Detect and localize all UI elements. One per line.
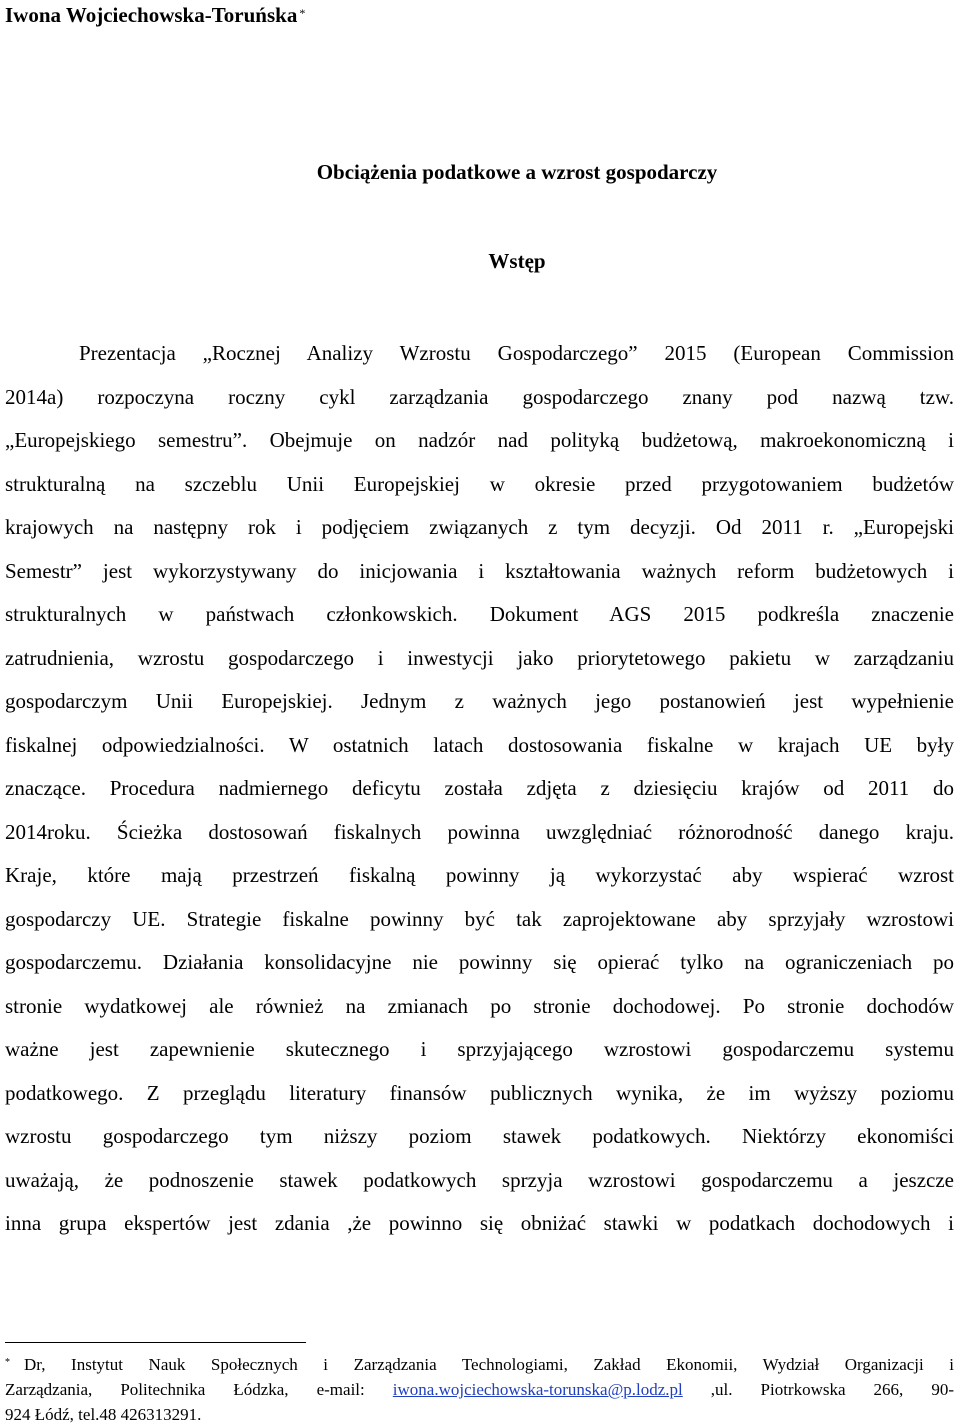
paragraph-line: zatrudnienia, wzrostu gospodarczego i inwestycji jako priorytetowego pakietu w zarządzaniu bbox=[5, 645, 954, 670]
paragraph-line: strukturalną na szczeblu Unii Europejskiej w okresie przed przygotowaniem budżetów bbox=[5, 471, 954, 496]
paragraph-line: znaczące. Procedura nadmiernego deficytu została zdjęta z dziesięciu krajów od 2011 do bbox=[5, 776, 954, 800]
footnote-line: 924 Łódź, tel.48 426313291. bbox=[5, 1405, 202, 1424]
footnote-institution: Zarządzania, Politechnika Łódzka, e-mail: bbox=[5, 1380, 393, 1399]
footnote-affiliation: Dr, Instytut Nauk Społecznych i Zarządzania Technologiami, Zakład Ekonomii, Wydział Organizacji i bbox=[24, 1355, 954, 1374]
paragraph-line: fiskalnej odpowiedzialności. W ostatnich latach dostosowania fiskalne w krajach UE były bbox=[5, 732, 954, 757]
author-name-text: Iwona Wojciechowska-Toruńska bbox=[5, 3, 298, 27]
body-paragraph bbox=[5, 332, 954, 1246]
paragraph-line: 2014roku. Ścieżka dostosowań fiskalnych powinna uwzględniać różnorodność danego kraju. bbox=[5, 819, 954, 844]
paragraph-line: uważają, że podnoszenie stawek podatkowych sprzyja wzrostowi gospodarczemu a jeszcze bbox=[5, 1167, 954, 1192]
footnote-address: ,ul. Piotrkowska 266, 90- bbox=[682, 1380, 954, 1399]
footnote-separator bbox=[5, 1342, 306, 1343]
author-footnote-marker[interactable]: * bbox=[299, 6, 306, 20]
section-heading: Wstęp bbox=[488, 249, 546, 273]
footnote-marker: * bbox=[5, 1357, 10, 1368]
paragraph-line: Kraje, które mają przestrzeń fiskalną powinny ją wykorzystać aby wspierać wzrost bbox=[5, 863, 954, 887]
paragraph-line: strukturalnych w państwach członkowskich. Dokument AGS 2015 podkreśla znaczenie bbox=[5, 602, 954, 626]
email-link[interactable]: iwona.wojciechowska-torunska@p.lodz.pl bbox=[392, 1380, 683, 1399]
paragraph-line: gospodarczemu. Działania konsolidacyjne nie powinny się opierać tylko na ograniczeniach po bbox=[5, 950, 954, 974]
paragraph-line: gospodarczym Unii Europejskiej. Jednym z ważnych jego postanowień jest wypełnienie bbox=[5, 689, 954, 713]
paragraph-line: 2014a) rozpoczyna roczny cykl zarządzania gospodarczego znany pod nazwą tzw. bbox=[5, 384, 954, 409]
footnote-line bbox=[5, 1352, 954, 1377]
paragraph-line: Semestr” jest wykorzystywany do inicjowania i kształtowania ważnych reform budżetowych i bbox=[5, 558, 954, 583]
article-title: Obciążenia podatkowe a wzrost gospodarczy bbox=[316, 160, 718, 184]
paragraph-line: stronie wydatkowej ale również na zmianach po stronie dochodowej. Po stronie dochodów bbox=[5, 993, 954, 1018]
paragraph-line: „Europejskiego semestru”. Obejmuje on nadzór nad polityką budżetową, makroekonomiczną i bbox=[5, 428, 954, 452]
paragraph-line: ważne jest zapewnienie skutecznego i sprzyjającego wzrostowi gospodarczemu systemu bbox=[5, 1037, 954, 1061]
footnote-line bbox=[5, 1377, 954, 1402]
author-name bbox=[5, 2, 305, 28]
footnote bbox=[5, 1352, 954, 1427]
paragraph-line: krajowych na następny rok i podjęciem związanych z tym decyzji. Od 2011 r. „Europejski bbox=[5, 515, 954, 539]
paragraph-line: inna grupa ekspertów jest zdania ,że powinno się obniżać stawki w podatkach dochodowych i bbox=[5, 1211, 954, 1235]
paragraph-line: wzrostu gospodarczego tym niższy poziom stawek podatkowych. Niektórzy ekonomiści bbox=[5, 1124, 954, 1148]
paragraph-line: gospodarczy UE. Strategie fiskalne powinny być tak zaprojektowane aby sprzyjały wzrostowi bbox=[5, 906, 954, 931]
paragraph-line: Prezentacja „Rocznej Analizy Wzrostu Gospodarczego” 2015 (European Commission bbox=[79, 341, 954, 365]
paragraph-line: podatkowego. Z przeglądu literatury finansów publicznych wynika, że im wyższy poziomu bbox=[5, 1080, 954, 1105]
